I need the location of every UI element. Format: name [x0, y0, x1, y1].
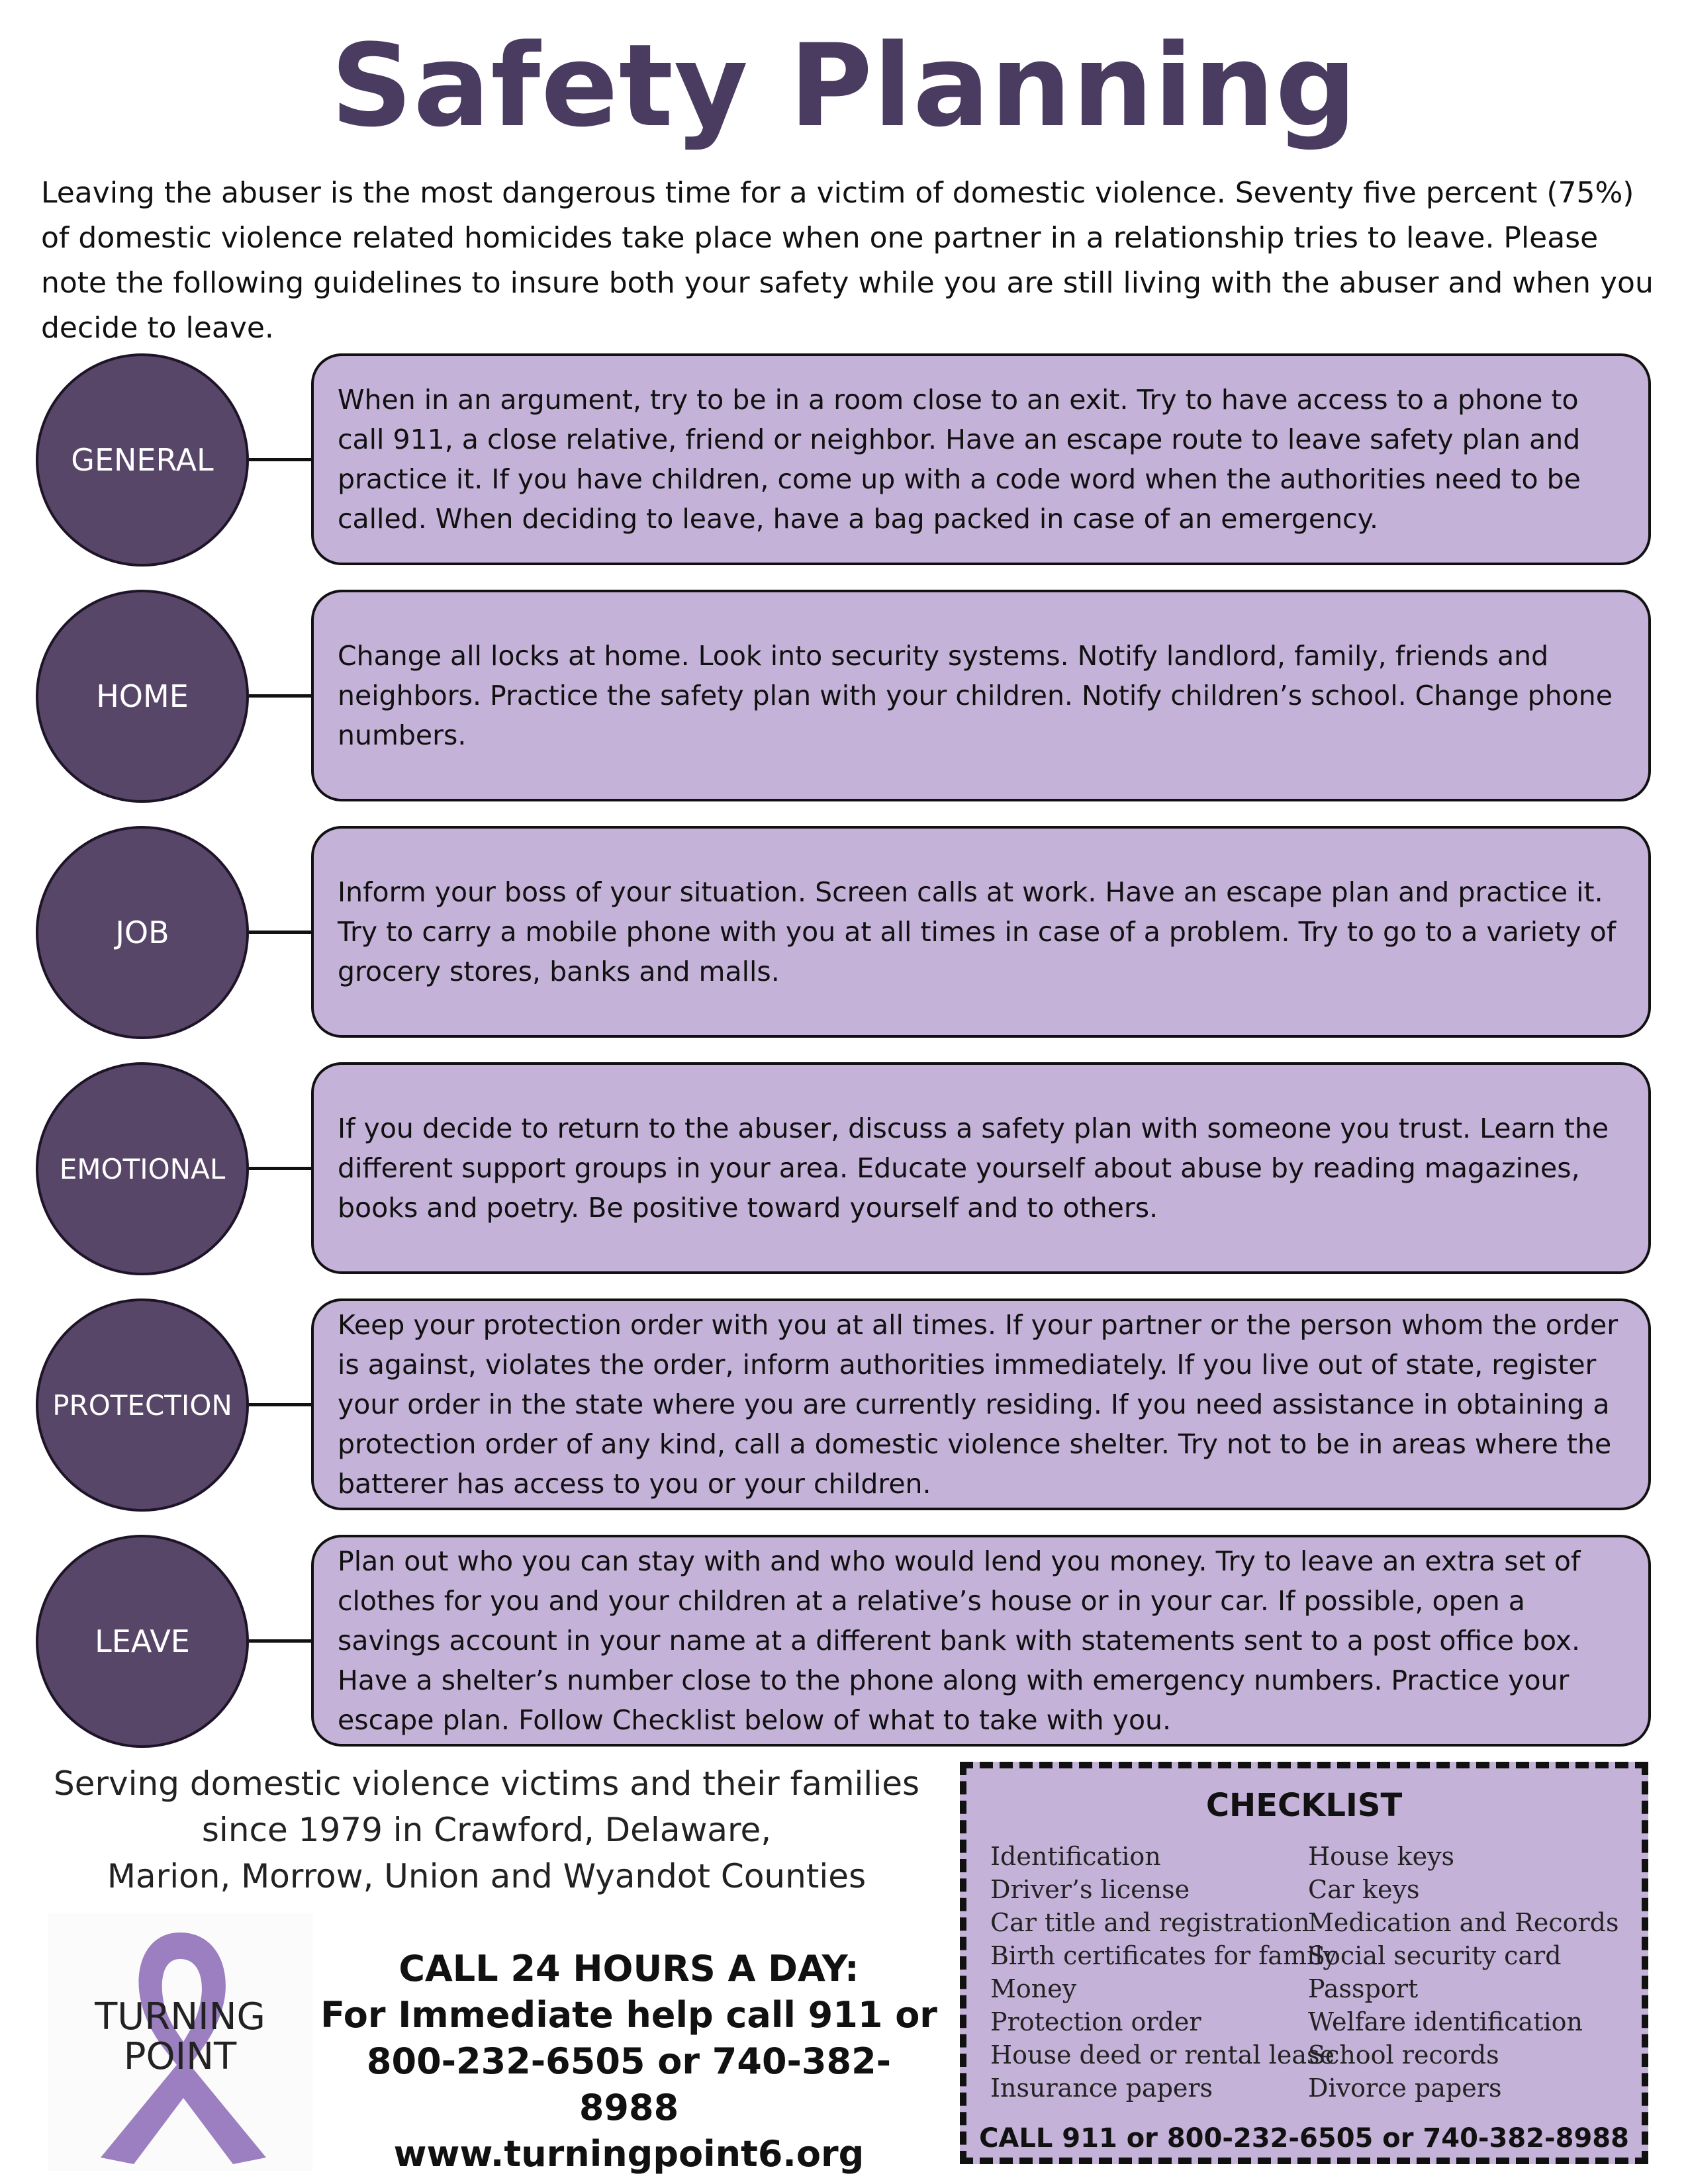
connector-line: [249, 1403, 312, 1406]
checklist-item: Insurance papers: [990, 2073, 1213, 2103]
checklist-footer: CALL 911 or 800-232-6505 or 740-382-8988: [979, 2123, 1629, 2154]
checklist-item: Car title and registration: [990, 1908, 1310, 1937]
checklist-column-left: [990, 1840, 1337, 2105]
connector-line: [249, 458, 312, 461]
checklist-item: Social security card: [1308, 1941, 1562, 1970]
checklist-item: Car keys: [1308, 1875, 1420, 1904]
checklist-item: Medication and Records: [1308, 1908, 1619, 1937]
section-text-box: Keep your protection order with you at all times. If your partner or the person whom the order is against, violates the order, inform authorities immediately. If you live out of state, register your order in the state where you are currently residing. If you need assistance in obtaining a protection order of any kind, call a domestic violence shelter. Try not to be in areas where the batterer has access to you or your children.: [311, 1298, 1651, 1510]
connector-line: [249, 1167, 312, 1170]
connector-line: [249, 1639, 312, 1643]
section-text-box: If you decide to return to the abuser, discuss a safety plan with someone you trust. Learn the different support groups in your area. Educate yourself about abuse by reading magazines, books and poetry. Be positive toward yourself and to others.: [311, 1062, 1651, 1274]
call-heading: CALL 24 HOURS A DAY:: [399, 1948, 859, 1989]
serving-statement: [26, 1760, 947, 1899]
section-job: [0, 826, 1688, 1038]
checklist-item: Welfare identification: [1308, 2007, 1583, 2036]
checklist-item: Protection order: [990, 2007, 1201, 2036]
section-home: [0, 590, 1688, 801]
phone-numbers: 800-232-6505 or 740-382-8988: [366, 2040, 892, 2128]
connector-line: [249, 931, 312, 934]
section-text-box: Inform your boss of your situation. Screen calls at work. Have an escape plan and practice it. Try to carry a mobile phone with you at all times in case of a problem. Try to go to a variety of grocery stores, banks and malls.: [311, 826, 1651, 1038]
logo-wordmark: [48, 1997, 312, 2077]
section-emotional: [0, 1062, 1688, 1274]
checklist-item: School records: [1308, 2040, 1499, 2070]
connector-line: [249, 694, 312, 698]
section-general: [0, 353, 1688, 565]
section-text-box: When in an argument, try to be in a room close to an exit. Try to have access to a phone to call 911, a close relative, friend or neighbor. Have an escape route to leave safety plan and practice it. If you have children, come up with a code word when the authorities need to be called. When deciding to leave, have a bag packed in case of an emergency.: [311, 353, 1651, 565]
checklist-item: Passport: [1308, 1974, 1419, 2003]
section-label-circle: LEAVE: [36, 1535, 249, 1748]
checklist-column-right: [1308, 1840, 1618, 2105]
serving-line: since 1979 in Crawford, Delaware,: [201, 1811, 772, 1849]
section-protection: [0, 1298, 1688, 1510]
checklist-item: House deed or rental lease: [990, 2040, 1335, 2070]
section-label-circle: PROTECTION: [36, 1298, 249, 1512]
checklist-item: House keys: [1308, 1842, 1455, 1871]
serving-line: Serving domestic violence victims and their families: [53, 1764, 920, 1803]
checklist-item: Divorce papers: [1308, 2073, 1502, 2103]
checklist-item: Birth certificates for family: [990, 1941, 1337, 1970]
serving-line: Marion, Morrow, Union and Wyandot Counties: [107, 1857, 867, 1895]
section-text-box: Plan out who you can stay with and who would lend you money. Try to leave an extra set of clothes for you and your children at a relative’s house or in your car. If possible, open a savings account in your name at a different bank with statements sent to a post office box. Have a shelter’s number close to the phone along with emergency numbers. Practice your escape plan. Follow Checklist below of what to take with you.: [311, 1535, 1651, 1747]
checklist-item: Identification: [990, 1842, 1161, 1871]
checklist-title: CHECKLIST: [1205, 1787, 1403, 1824]
call-info: [318, 1946, 940, 2177]
section-label-circle: HOME: [36, 590, 249, 803]
section-leave: [0, 1535, 1688, 1747]
logo-line: POINT: [123, 2035, 237, 2078]
section-label-circle: JOB: [36, 826, 249, 1039]
call-line: For Immediate help call 911 or: [320, 1994, 937, 2036]
section-label-circle: EMOTIONAL: [36, 1062, 249, 1275]
section-text-box: Change all locks at home. Look into security systems. Notify landlord, family, friends and neighbors. Practice the safety plan with your children. Notify children’s school. Change phone numbers.: [311, 590, 1651, 801]
turning-point-logo: [48, 1913, 312, 2171]
section-label-circle: GENERAL: [36, 353, 249, 567]
logo-line: TURNING: [95, 1995, 265, 2038]
website-link[interactable]: www.turningpoint6.org: [393, 2133, 865, 2175]
checklist-item: Money: [990, 1974, 1077, 2003]
page-title: Safety Planning: [330, 19, 1358, 152]
checklist-box: [960, 1762, 1648, 2164]
intro-paragraph: Leaving the abuser is the most dangerous time for a victim of domestic violence. Seventy five percent (75%) of domestic violence related homicides take place when one partner in a relationship tries to leave. Please note the following guidelines to insure both your safety while you are still living with the abuser and when you decide to leave.: [41, 176, 1654, 345]
checklist-item: Driver’s license: [990, 1875, 1190, 1904]
